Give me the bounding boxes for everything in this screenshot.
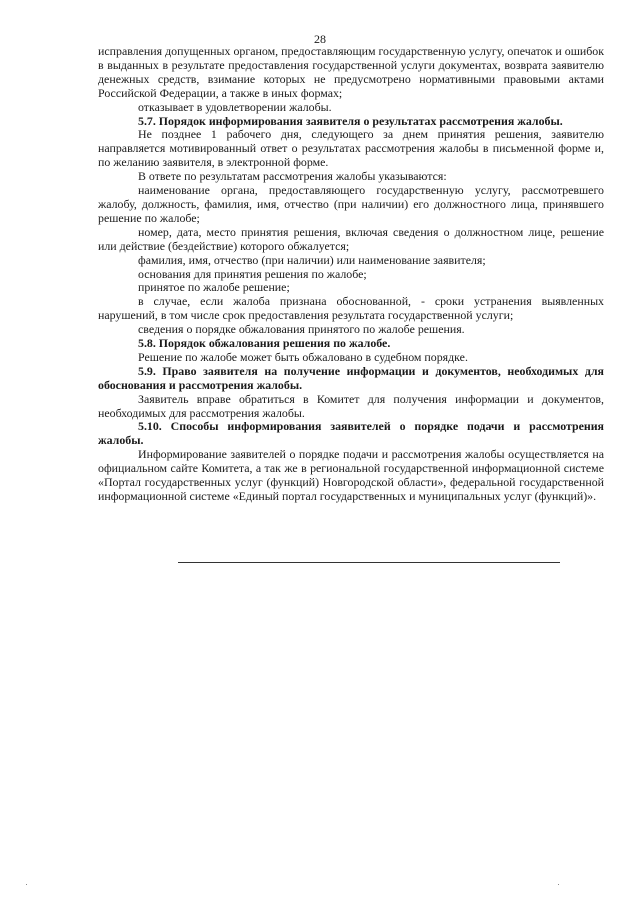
section-heading-5-8: 5.8. Порядок обжалования решения по жалобе. [138,336,391,351]
document-body [98,45,604,504]
paragraph-court-appeal: Решение по жалобе может быть обжаловано в судебном порядке. [138,349,468,364]
scan-speck [26,884,27,885]
list-item-applicant-name: фамилия, имя, отчество (при наличии) или наименование заявителя; [138,252,486,267]
list-item-grounds: основания для принятия решения по жалобе; [138,266,367,281]
page-number: 28 [314,32,326,46]
paragraph-refusal: отказывает в удовлетворении жалобы. [138,99,332,114]
scan-speck [558,884,559,885]
paragraph-informing-methods: Информирование заявителей о порядке подачи и рассмотрения жалобы осуществляется на официальном сайте Комитета, а так же в региональной государственной информационной системе «Портал государственных услуг (функций) Новгородской области», федеральной государственной информационной системе «Единый портал государственных и муниципальных услуг (функций)». [98,447,604,503]
list-item-appeal-procedure: сведения о порядке обжалования принятого по жалобе решения. [138,322,465,337]
paragraph-response-deadline: Не позднее 1 рабочего дня, следующего за днем принятия решения, заявителю направляется мотивированный ответ о результатах рассмотрения жалобы в письменной форме и, по желанию заявителя, в электронной форме. [98,127,604,170]
section-heading-5-7: 5.7. Порядок информирования заявителя о результатах рассмотрения жалобы. [138,113,563,128]
list-item-decision: принятое по жалобе решение; [138,280,290,295]
list-item-decision-number: номер, дата, место принятия решения, включая сведения о должностном лице, решение или действие (бездействие) которого обжалуется; [98,224,604,253]
paragraph-continuation: исправления допущенных органом, предоставляющим государственную услугу, опечаток и ошибок в выданных в результате предоставления государственной услуги документах, возврата заявителю денежных средств, взимание которых не предусмотрено нормативными правовыми актами Российской Федерации, а также в иных формах; [98,44,604,100]
list-item-remedy-deadlines: в случае, если жалоба признана обоснованной, - сроки устранения выявленных нарушений, в том числе срок предоставления результата государственной услуги; [98,294,604,323]
section-heading-5-9: 5.9. Право заявителя на получение информации и документов, необходимых для обоснования и рассмотрения жалобы. [98,363,604,392]
end-of-text-divider [178,562,560,563]
paragraph-right-to-information: Заявитель вправе обратиться в Комитет для получения информации и документов, необходимых для рассмотрения жалобы. [98,391,604,420]
section-heading-5-10: 5.10. Способы информирования заявителей о порядке подачи и рассмотрения жалобы. [98,419,604,448]
list-item-authority-name: наименование органа, предоставляющего государственную услугу, рассмотревшего жалобу, должность, фамилия, имя, отчество (при наличии) его должностного лица, принявшего решение по жалобе; [98,183,604,225]
paragraph-response-contents-intro: В ответе по результатам рассмотрения жалобы указываются: [138,169,447,184]
